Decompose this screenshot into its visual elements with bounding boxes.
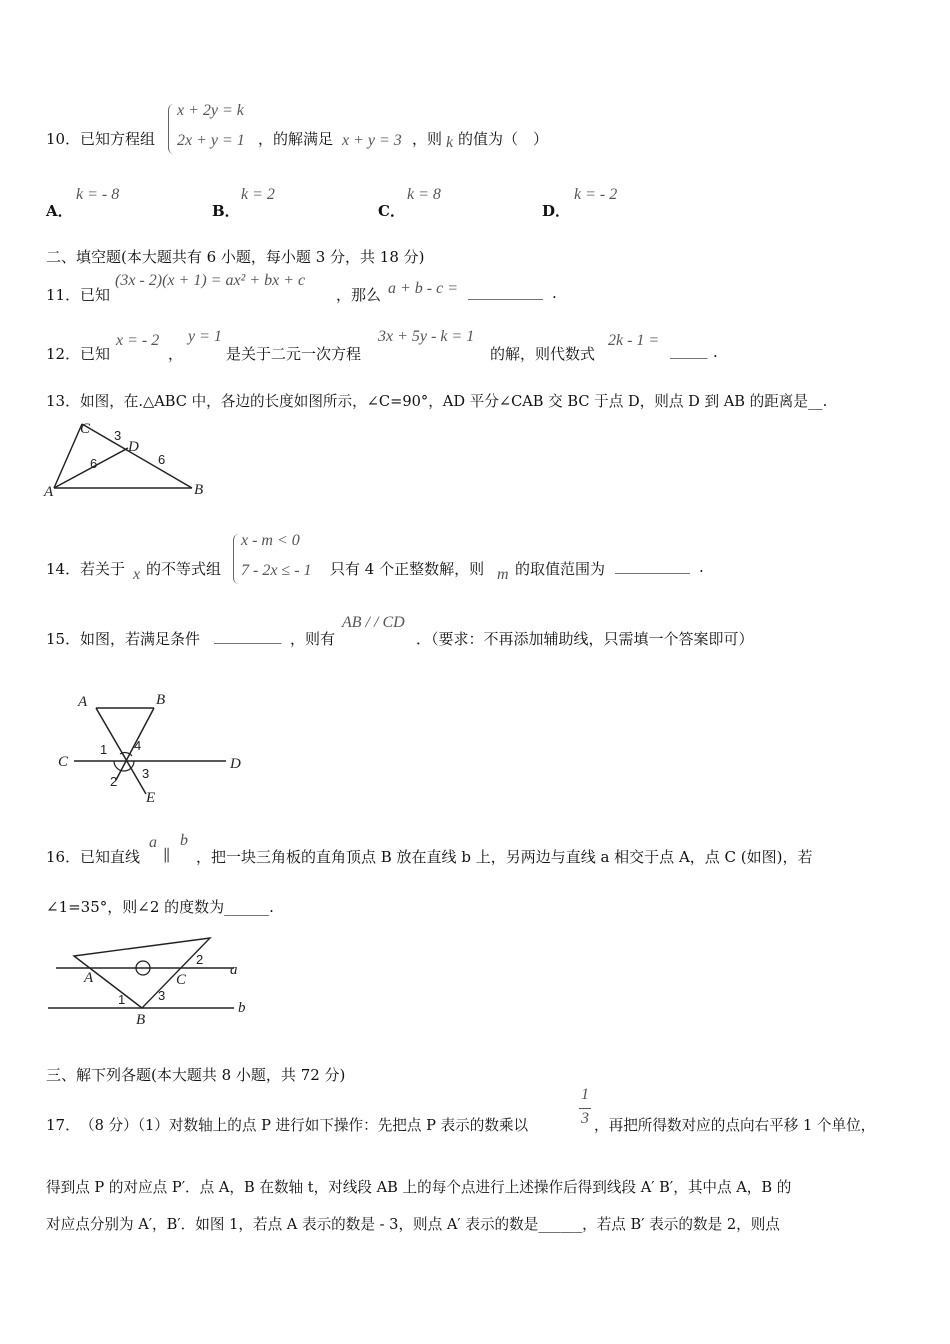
q10-option-b-label: B． xyxy=(212,202,240,220)
q15-angle-4: 4 xyxy=(134,738,142,753)
q17-text-b: ，再把所得数对应的点向右平移 1 个单位， xyxy=(594,1117,876,1134)
q10-option-d-label: D． xyxy=(542,202,571,220)
q13-length-cd: 3 xyxy=(114,428,122,443)
q16-text-a: 已知直线 xyxy=(80,848,141,866)
q15-angle-3: 3 xyxy=(142,766,150,781)
q14-text-b: 的不等式组 xyxy=(146,560,222,578)
q12-text-b: 是关于二元一次方程 xyxy=(226,345,362,363)
q10-option-a-label: A． xyxy=(46,202,73,220)
q13-text: 如图，在.△ABC 中，各边的长度如图所示，∠C=90°，AD 平分∠CAB 交 BC 于点 D，则点 D 到 AB 的距离是__. xyxy=(80,393,828,410)
q16-label-b: B xyxy=(136,1012,146,1028)
q14-number: 14． xyxy=(46,560,81,578)
q13-length-ac: 6 xyxy=(90,456,98,471)
q15-label-d: D xyxy=(230,756,241,772)
q16-number: 16． xyxy=(46,848,81,866)
q12-y-value: y = 1 xyxy=(188,328,222,345)
q17-fraction-numerator: 1 xyxy=(581,1086,589,1103)
q12-expression: 2k - 1 = xyxy=(608,332,660,349)
q11-text-a: 已知 xyxy=(80,286,111,304)
q10-option-a-value: k = - 8 xyxy=(76,186,120,203)
q15-text-a: 如图，若满足条件 xyxy=(80,630,201,648)
q16-triangle-figure xyxy=(44,930,254,1028)
q16-label-line-a: a xyxy=(230,962,238,978)
q14-inequality-1: x - m < 0 xyxy=(241,532,300,549)
q10-option-c-label: C． xyxy=(378,202,405,220)
q12-comma: ， xyxy=(168,345,184,363)
q11-expression-2: a + b - c = xyxy=(388,280,459,297)
q10-option-c-value: k = 8 xyxy=(407,186,441,203)
q15-label-e: E xyxy=(146,790,156,806)
q14-text-a: 若关于 xyxy=(80,560,126,578)
q14-answer-blank[interactable]: __________ xyxy=(615,556,690,574)
q17-text-a: （8 分）（1）对数轴上的点 P 进行如下操作：先把点 P 表示的数乘以 xyxy=(80,1117,529,1134)
q15-angle-2: 2 xyxy=(110,774,118,789)
q10-condition: x + y = 3 xyxy=(342,132,402,149)
q13-number: 13． xyxy=(46,392,81,410)
q10-option-b-value: k = 2 xyxy=(241,186,275,203)
q11-text-b: ，那么 xyxy=(336,286,382,304)
q15-label-b: B xyxy=(156,692,166,708)
q14-text-d: 的取值范围为 xyxy=(515,560,606,578)
q15-parallel-figure xyxy=(50,684,260,808)
q10-number: 10． xyxy=(46,130,81,148)
q10-text-b: ，的解满足 xyxy=(258,130,334,148)
q14-brace xyxy=(233,534,240,584)
q11-answer-blank[interactable]: __________ xyxy=(468,282,543,300)
q16-text-b: ，把一块三角板的直角顶点 B 放在直线 b 上，另两边与直线 a 相交于点 A，点 C (如图)，若 xyxy=(196,848,813,866)
q12-text-a: 已知 xyxy=(80,345,111,363)
section-3-title: 三、解下列各题(本大题共 8 小题，共 72 分) xyxy=(46,1066,346,1084)
section-2-title: 二、填空题(本大题共有 6 小题，每小题 3 分，共 18 分) xyxy=(46,248,425,266)
q11-expression: (3x - 2)(x + 1) = ax² + bx + c xyxy=(115,272,306,289)
q15-expression: AB / / CD xyxy=(342,614,405,631)
q11-end: . xyxy=(552,284,557,302)
q15-number: 15． xyxy=(46,630,81,648)
q13-length-db: 6 xyxy=(158,452,166,467)
q14-var: x xyxy=(133,566,141,583)
q10-brace xyxy=(168,104,175,154)
q15-text-c: ．（要求：不再添加辅助线，只需填一个答案即可） xyxy=(416,630,754,648)
q16-angle-3: 3 xyxy=(158,988,166,1003)
q14-end: . xyxy=(699,558,704,576)
q16-label-a: A xyxy=(84,970,94,986)
q13-label-c: C xyxy=(80,421,91,437)
q15-label-a: A xyxy=(78,694,88,710)
q12-end: . xyxy=(713,343,718,361)
q13-triangle-figure xyxy=(40,414,220,500)
q12-number: 12． xyxy=(46,345,81,363)
q16-angle-1: 1 xyxy=(118,992,126,1007)
q10-text-c: ，则 xyxy=(412,130,443,148)
q15-angle-1: 1 xyxy=(100,742,108,757)
q16-line-a: a xyxy=(149,834,157,851)
q16-line-b: b xyxy=(180,832,188,849)
q17-number: 17． xyxy=(46,1116,81,1134)
q10-text-d: 的值为（ ） xyxy=(458,130,549,148)
q16-line-2: ∠1=35°，则∠2 的度数为______. xyxy=(46,898,274,916)
q11-number: 11． xyxy=(46,286,81,304)
q16-label-line-b: b xyxy=(238,1000,246,1016)
q10-eq1: x + 2y = k xyxy=(177,102,244,119)
q16-label-c: C xyxy=(176,972,187,988)
q17-fraction-denominator: 3 xyxy=(581,1110,589,1127)
q17-line-3: 对应点分别为 A′，B′．如图 1，若点 A 表示的数是 - 3，则点 A′ 表示的数是______，若点 B′ 表示的数是 2，则点 xyxy=(46,1216,780,1233)
q15-answer-blank[interactable]: _________ xyxy=(214,626,282,644)
q16-parallel-symbol: ∥ xyxy=(163,848,171,865)
q17-fraction-bar xyxy=(579,1108,591,1109)
q10-eq2: 2x + y = 1 xyxy=(177,132,245,149)
q12-x-value: x = - 2 xyxy=(116,332,160,349)
q13-label-a: A xyxy=(44,484,54,500)
q14-text-c: 只有 4 个正整数解，则 xyxy=(330,560,485,578)
q10-var: k xyxy=(446,134,454,151)
q13-label-d: D xyxy=(128,439,139,455)
q14-inequality-2: 7 - 2x ≤ - 1 xyxy=(241,562,312,579)
q10-option-d-value: k = - 2 xyxy=(574,186,618,203)
q12-text-c: 的解，则代数式 xyxy=(490,345,596,363)
q12-answer-blank[interactable]: _____ xyxy=(670,341,708,359)
q15-text-b: ，则有 xyxy=(290,630,336,648)
q14-var-m: m xyxy=(497,566,509,583)
q16-angle-2: 2 xyxy=(196,952,204,967)
q13-label-b: B xyxy=(194,482,204,498)
q12-equation: 3x + 5y - k = 1 xyxy=(378,328,475,345)
q15-label-c: C xyxy=(58,754,69,770)
q17-line-2: 得到点 P 的对应点 P′．点 A，B 在数轴 t，对线段 AB 上的每个点进行上述操作后得到线段 A′ B′，其中点 A，B 的 xyxy=(46,1179,792,1196)
q10-text-a: 已知方程组 xyxy=(80,130,156,148)
